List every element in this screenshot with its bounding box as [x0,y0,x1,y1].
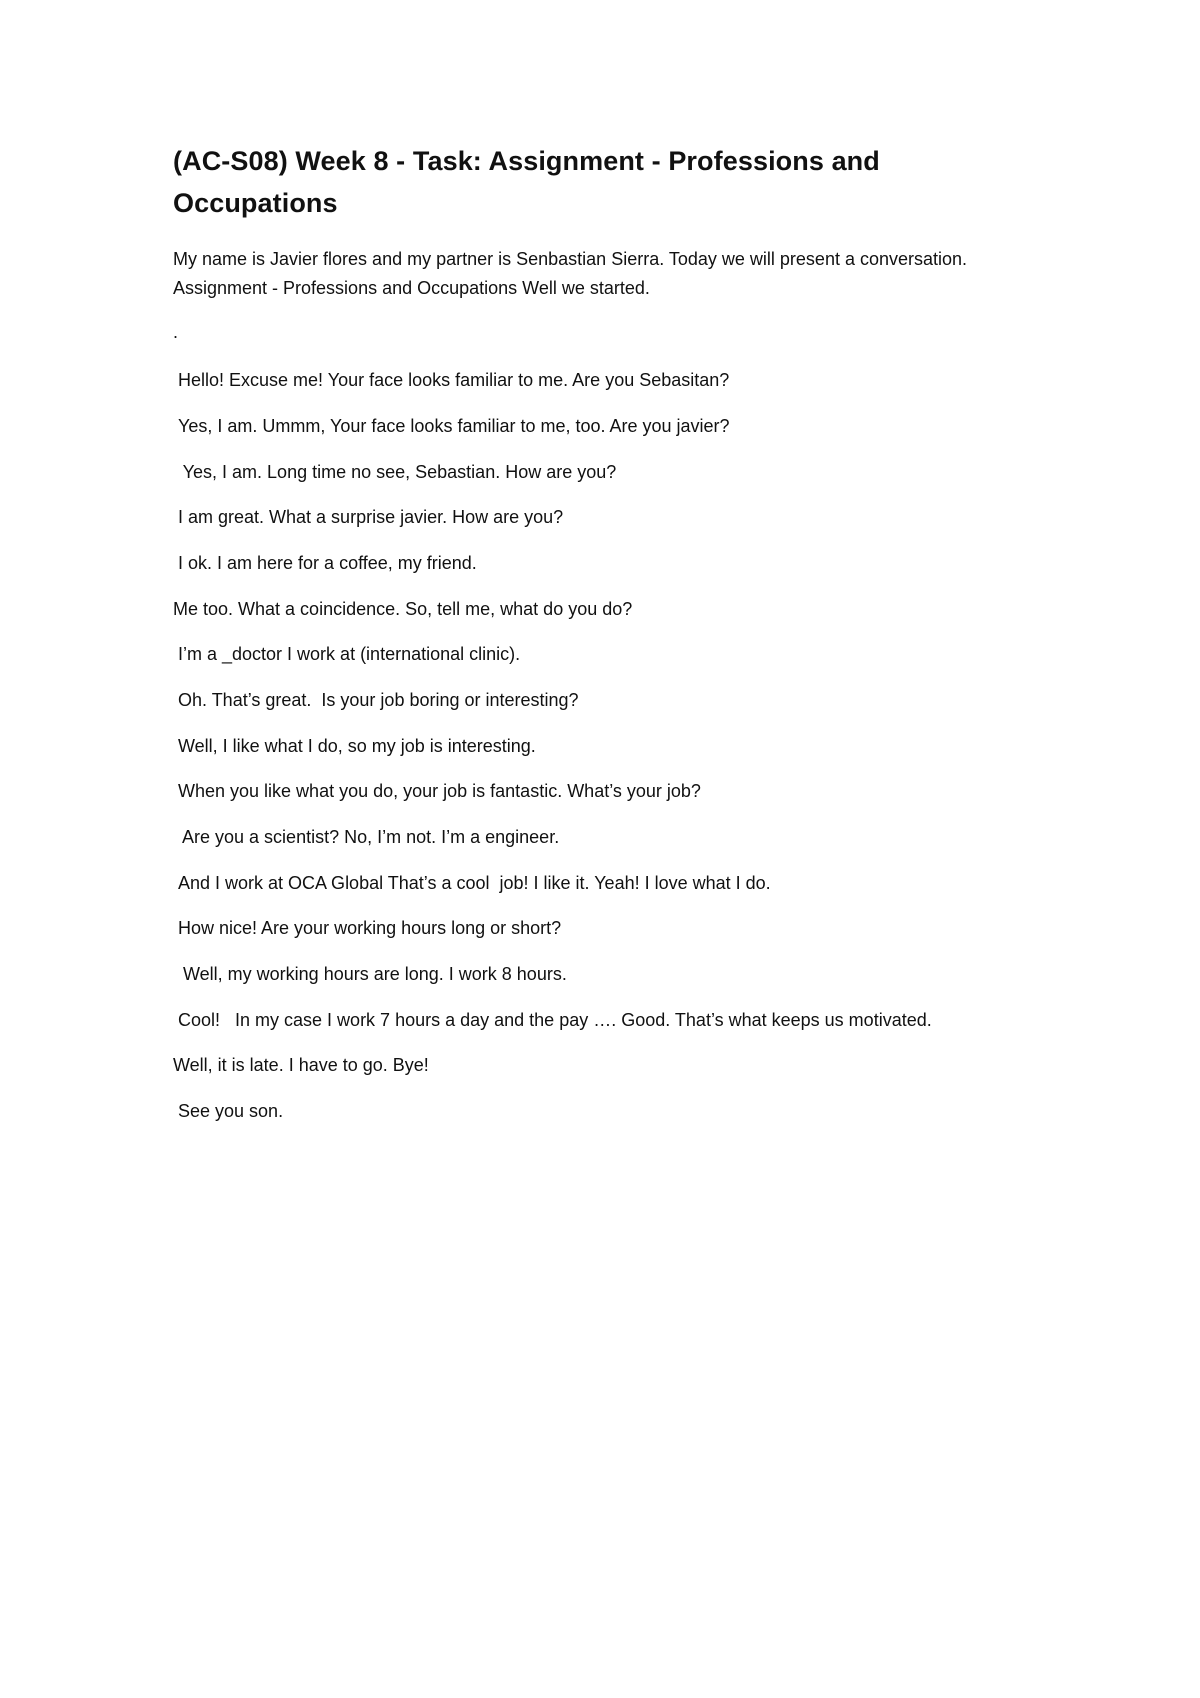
dialogue-line: Yes, I am. Long time no see, Sebastian. How are you? [178,462,617,482]
dialogue-line: I’m a _doctor I work at (international clinic). [178,644,521,664]
separator-dot: . [173,322,179,342]
dialogue-line: Are you a scientist? No, I’m not. I’m a engineer. [178,827,560,847]
dialogue-line: Well, my working hours are long. I work 8 hours. [178,964,567,984]
dialogue-line: Hello! Excuse me! Your face looks familiar to me. Are you Sebasitan? [178,370,730,390]
intro-paragraph: My name is Javier flores and my partner is Senbastian Sierra. Today we will present a conversation. Assignment - Professions and Occupations Well we started. [173,249,968,298]
dialogue-line: Me too. What a coincidence. So, tell me, what do you do? [173,599,633,619]
dialogue-line: How nice! Are your working hours long or short? [178,918,562,938]
dialogue-line: When you like what you do, your job is fantastic. What’s your job? [178,781,701,801]
dialogue-line: And I work at OCA Global That’s a cool job! I like it. Yeah! I love what I do. [178,873,771,893]
dialogue-line: Well, I like what I do, so my job is interesting. [178,736,536,756]
dialogue-line: Cool! In my case I work 7 hours a day and the pay …. Good. That’s what keeps us motivated. [178,1010,932,1030]
dialogue-line: See you son. [178,1101,284,1121]
dialogue-line: Oh. That’s great. Is your job boring or interesting? [178,690,579,710]
document-title: (AC-S08) Week 8 - Task: Assignment - Professions and Occupations [173,146,880,218]
dialogue-line: Yes, I am. Ummm, Your face looks familiar to me, too. Are you javier? [178,416,730,436]
dialogue-line: I am great. What a surprise javier. How are you? [178,507,564,527]
dialogue-line: I ok. I am here for a coffee, my friend. [178,553,477,573]
dialogue-line: Well, it is late. I have to go. Bye! [173,1055,429,1075]
